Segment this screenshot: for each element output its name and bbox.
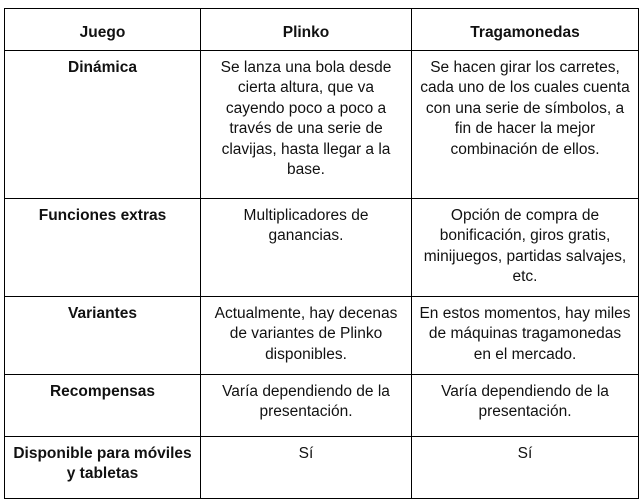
table-header-row: [5, 9, 639, 51]
comparison-table: [4, 8, 639, 499]
table-row: [5, 50, 639, 198]
cell-tragamonedas-dinamica: Se hacen girar los carretes, cada uno de los cuales cuenta con una serie de símbolos, a fin de hacer la mejor combinación de ellos.: [412, 50, 639, 198]
header-tragamonedas: Tragamonedas: [412, 9, 639, 51]
row-label-disponible-moviles: Disponible para móviles y tabletas: [5, 436, 201, 498]
table-row: [5, 296, 639, 374]
row-label-funciones-extras: Funciones extras: [5, 198, 201, 296]
cell-tragamonedas-variantes: En estos momentos, hay miles de máquinas tragamonedas en el mercado.: [412, 296, 639, 374]
cell-tragamonedas-funciones-extras: Opción de compra de bonificación, giros gratis, minijuegos, partidas salvajes, etc.: [412, 198, 639, 296]
cell-tragamonedas-disponible-moviles: Sí: [412, 436, 639, 498]
header-plinko: Plinko: [201, 9, 412, 51]
row-label-recompensas: Recompensas: [5, 374, 201, 436]
cell-plinko-funciones-extras: Multiplicadores de ganancias.: [201, 198, 412, 296]
header-juego: Juego: [5, 9, 201, 51]
cell-tragamonedas-recompensas: Varía dependiendo de la presentación.: [412, 374, 639, 436]
table-row: [5, 436, 639, 498]
table-row: [5, 374, 639, 436]
cell-plinko-recompensas: Varía dependiendo de la presentación.: [201, 374, 412, 436]
table-row: [5, 198, 639, 296]
row-label-dinamica: Dinámica: [5, 50, 201, 198]
row-label-variantes: Variantes: [5, 296, 201, 374]
cell-plinko-dinamica: Se lanza una bola desde cierta altura, que va cayendo poco a poco a través de una serie de clavijas, hasta llegar a la base.: [201, 50, 412, 198]
cell-plinko-variantes: Actualmente, hay decenas de variantes de Plinko disponibles.: [201, 296, 412, 374]
cell-plinko-disponible-moviles: Sí: [201, 436, 412, 498]
